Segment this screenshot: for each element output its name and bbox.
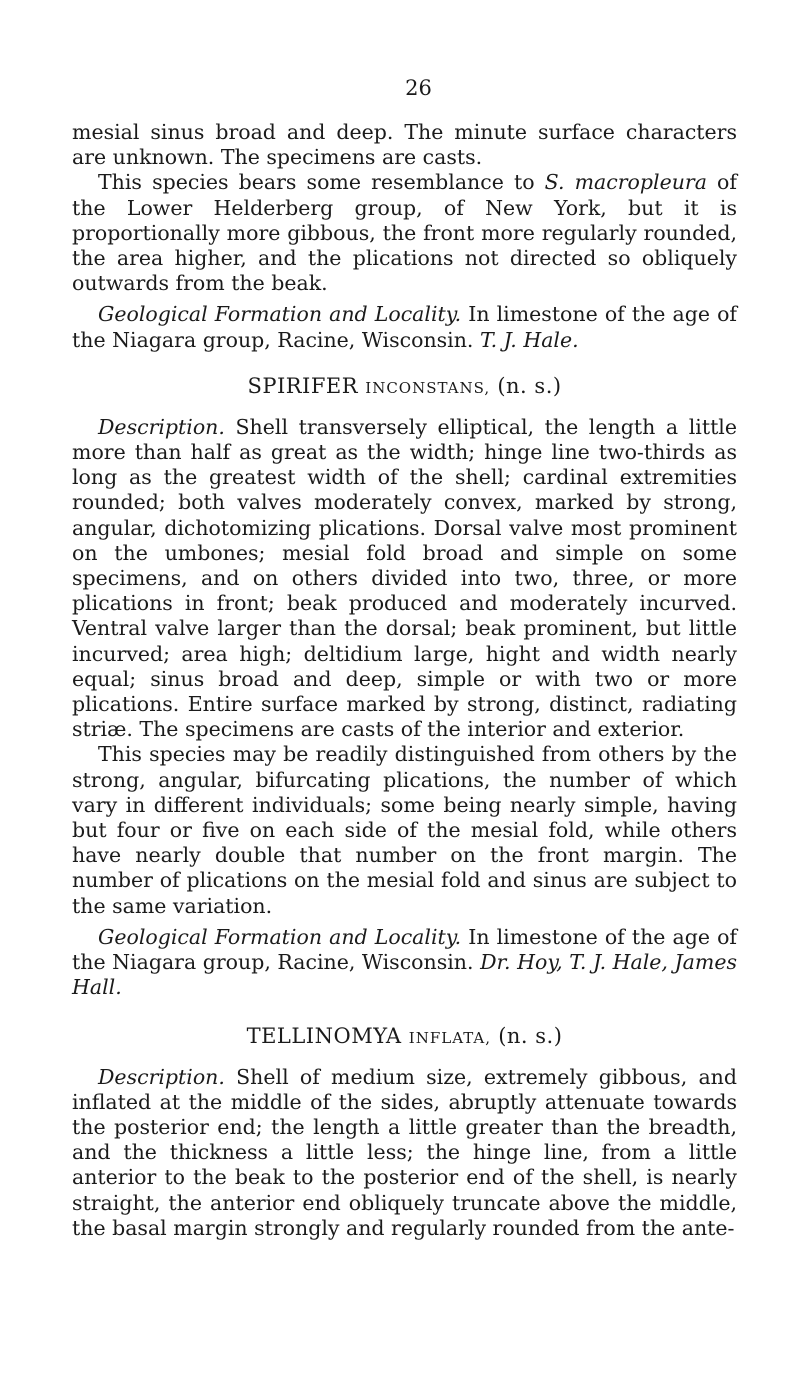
description-text: Shell of medium size, extremely gibbous, and inflated at the middle of the sides, abruptly attenuate towards the posterior end; the length a little greater than the breadth, and the thickness a little less; the hinge line, from a little anterior to the beak to the posterior end of the shell, is nearly straight, the anterior end obliquely truncate above the middle, the basal margin strongly and regularly rounded from the ante- — [72, 1064, 737, 1240]
status-label: (n. s.) — [497, 373, 562, 398]
description-label: Description. — [98, 414, 225, 439]
description-text: Shell transversely elliptical, the length a little more than half as great as the width; hinge line two-thirds as long as the greatest width of the shell; cardinal extremities rounded; both valves moderately convex, marked by strong, angular, dichotomizing plications. Dorsal valve most prominent on the umbones; mesial fold broad and simple on some specimens, and on others divided into two, three, or more plications in front; beak produced and moderately incurved. Ventral valve larger than the dorsal; beak prominent, but little incurved; area high; deltidium large, hight and width nearly equal; sinus broad and deep, simple or with two or more plications. Entire surface marked by strong, distinct, radiating striæ. The specimens are casts of the interior and exterior. — [72, 414, 737, 742]
species-name: INCONSTANS, — [365, 378, 491, 397]
locality-text: In limestone of the age of the Niagara group, Racine, Wisconsin. — [72, 302, 737, 352]
description-paragraph-2 — [72, 1065, 737, 1241]
comparison-text-end: of the Lower Helderberg group, of New York, but it is proportionally more gibbous, the front more regularly rounded, the area higher, and the plications not directed so obliquely outwards from the beak. — [72, 170, 737, 296]
locality-authors: Dr. Hoy, T. J. Hale, James Hall. — [72, 950, 737, 1000]
locality-label: Geological Formation and Locality. — [98, 924, 462, 949]
locality-paragraph — [72, 302, 737, 352]
species-name: INFLATA, — [408, 1028, 491, 1047]
description-paragraph — [72, 415, 737, 743]
comparison-paragraph — [72, 170, 737, 296]
locality-paragraph-2 — [72, 925, 737, 1001]
continuation-paragraph: mesial sinus broad and deep. The minute surface characters are unknown. The specimens are casts. — [72, 120, 737, 170]
locality-author: T. J. Hale. — [479, 327, 579, 352]
genus-name: TELLINOMYA — [246, 1023, 402, 1048]
page-number: 26 — [405, 76, 432, 100]
species-heading-spirifer — [72, 373, 737, 401]
species-reference: S. macropleura — [544, 170, 707, 195]
status-label: (n. s.) — [498, 1023, 563, 1048]
comparison-text-start: This species bears some resemblance to — [98, 170, 545, 195]
genus-name: SPIRIFER — [247, 373, 359, 398]
locality-label: Geological Formation and Locality. — [98, 302, 462, 327]
species-heading-tellinomya — [72, 1023, 737, 1051]
description-label: Description. — [98, 1064, 225, 1089]
distinction-paragraph: This species may be readily distinguished from others by the strong, angular, bifurcating plications, the number of which vary in different individuals; some being nearly simple, having but four or five on each side of the mesial fold, while others have nearly double that number on the front margin. The number of plications on the mesial fold and sinus are subject to the same variation. — [72, 742, 737, 918]
locality-text: In limestone of the age of the Niagara group, Racine, Wisconsin. — [72, 924, 737, 975]
